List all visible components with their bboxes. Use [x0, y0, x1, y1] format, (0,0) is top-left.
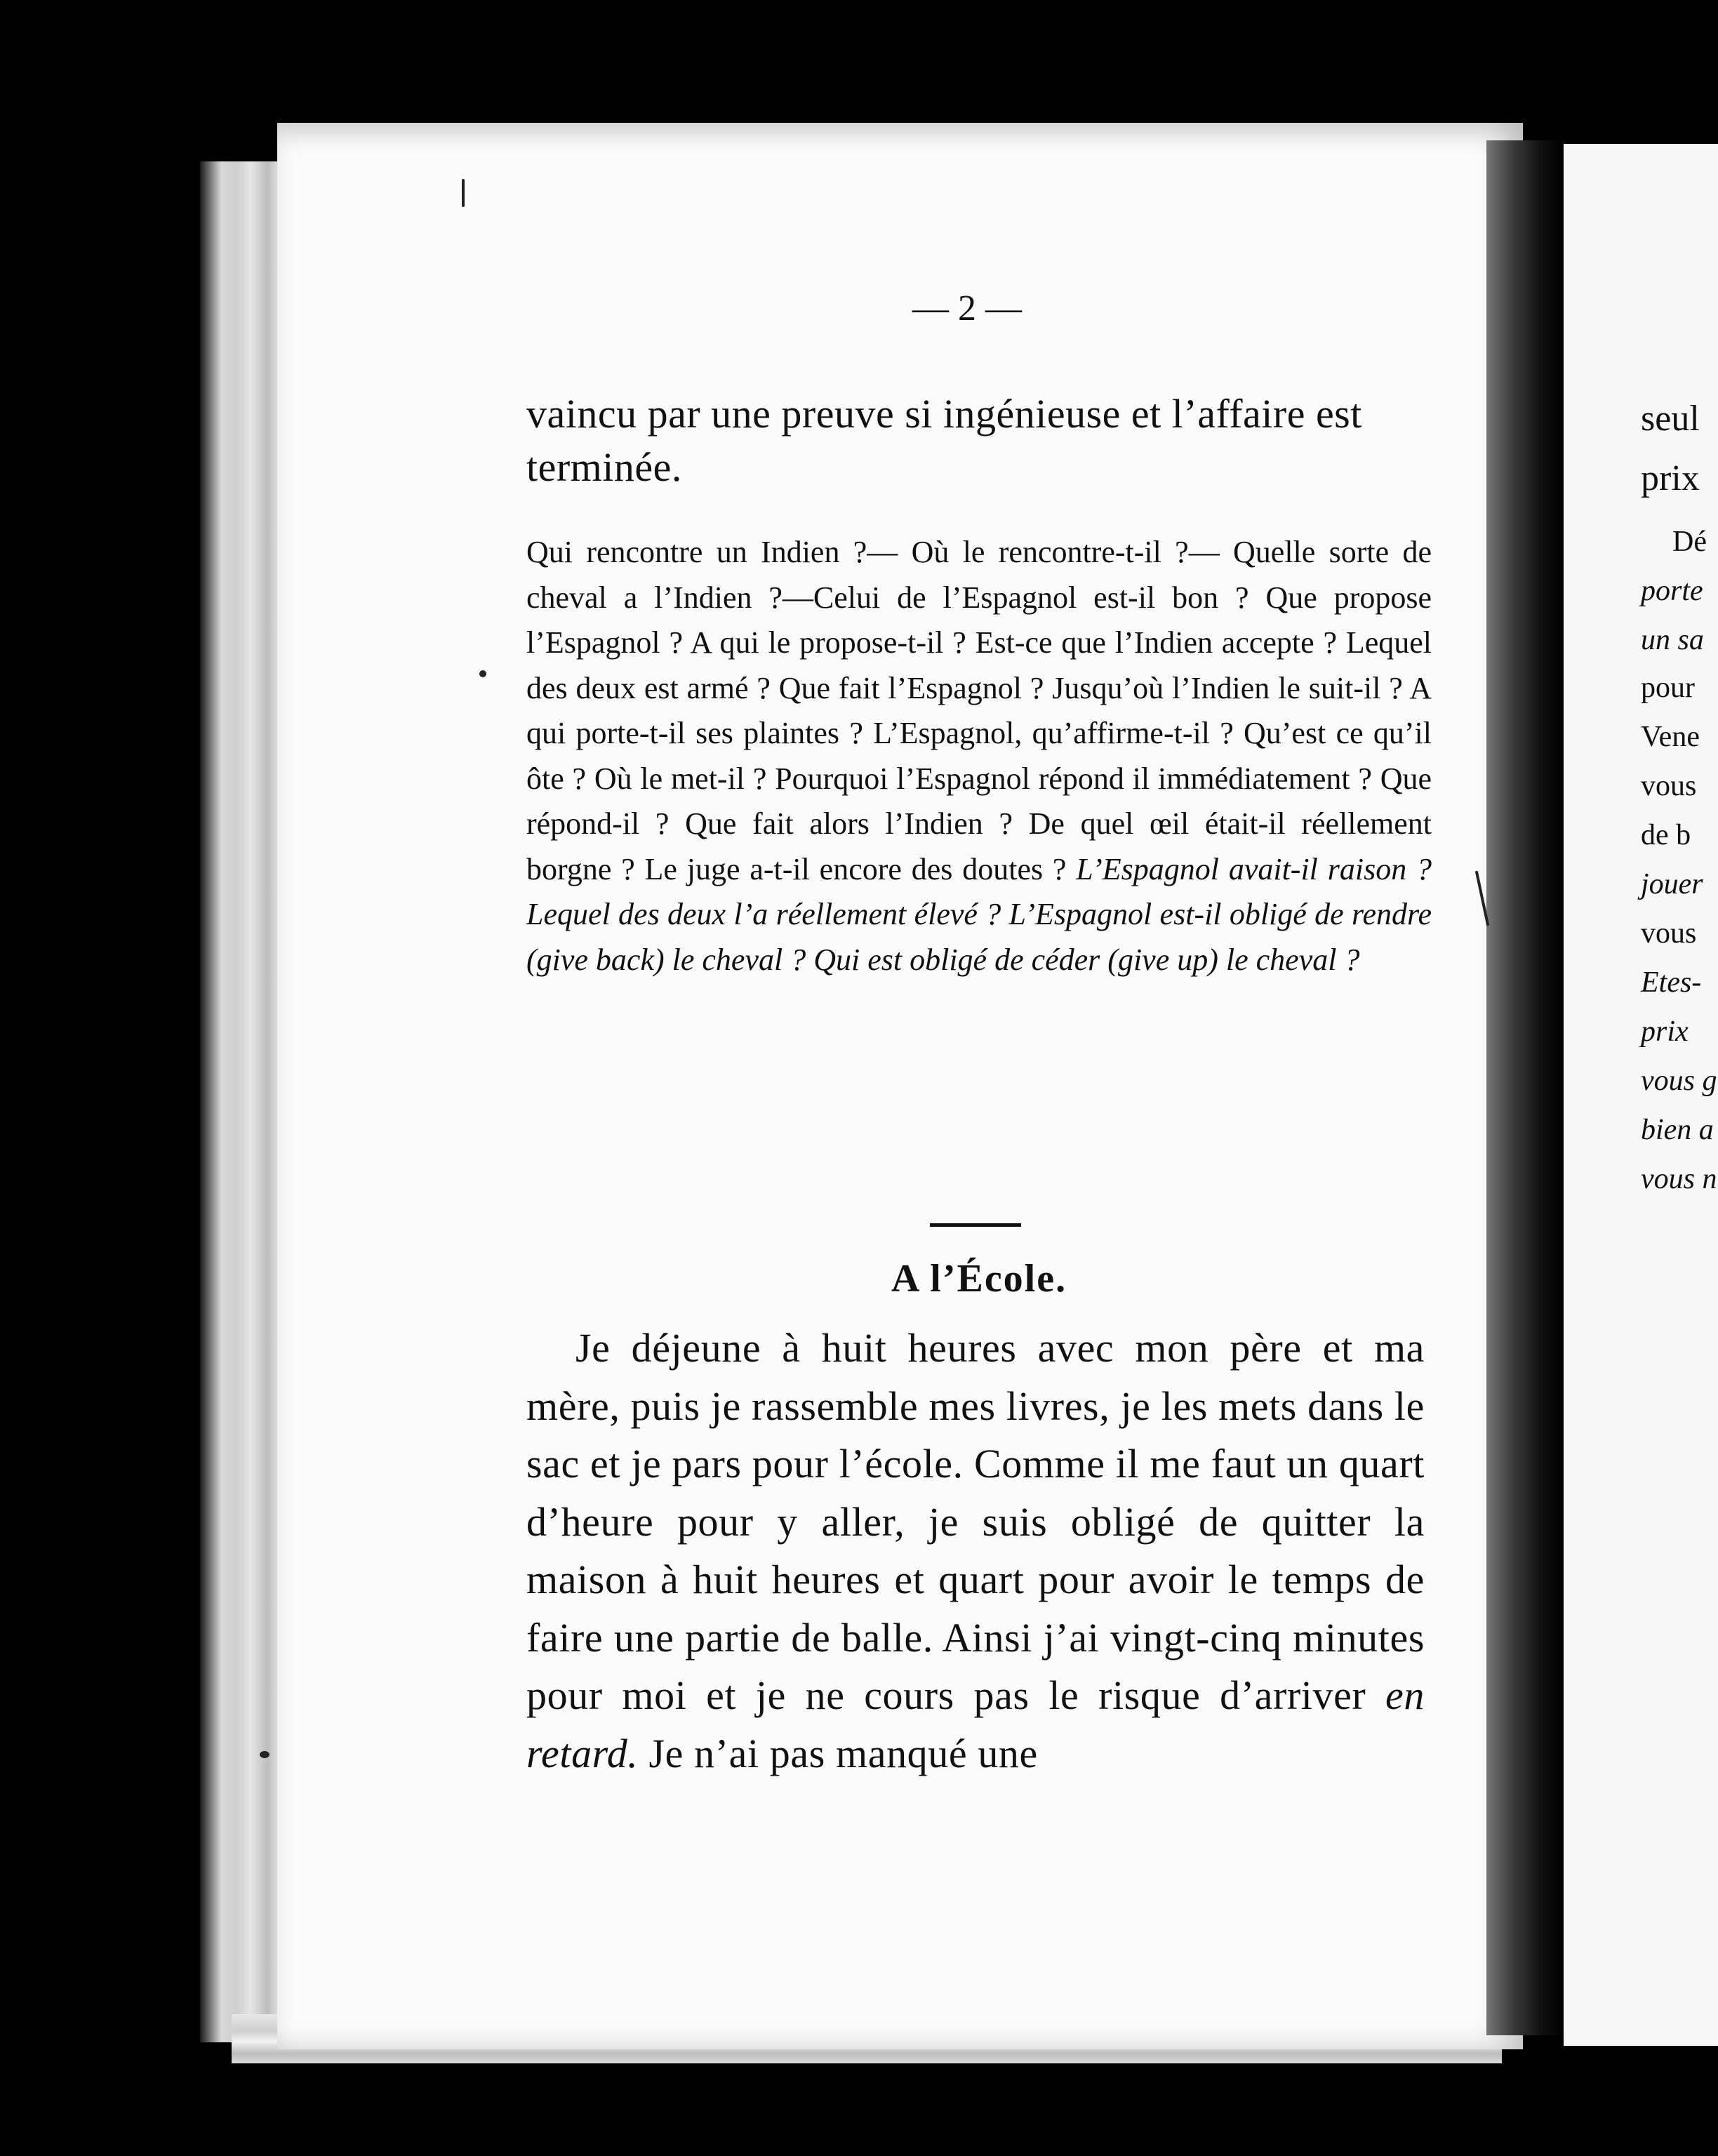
right-page-line: Etes-	[1641, 966, 1702, 999]
continuation-paragraph: vaincu par une preuve si ingénieuse et l’affaire est terminée.	[526, 391, 1362, 490]
page-number: — 2 —	[912, 288, 1022, 328]
body-text-part: Je n’ai pas manqué une	[648, 1730, 1038, 1776]
right-page-line: vous	[1641, 917, 1697, 950]
body-text-italic: en retard.	[526, 1672, 1425, 1776]
page-stack-edge	[200, 161, 284, 2042]
right-page-line: seul	[1641, 399, 1700, 439]
questions-italic: L’Espagnol avait-il raison ? Lequel des deux l’a réellement élevé ? L’Espagnol est-il obligé de rendre (give back) le cheval ? Qui est obligé de céder (give up) le cheval ?	[526, 851, 1432, 977]
body-text-part: Je déjeune à huit heures avec mon père et ma mère, puis je rassemble mes livres, je les mets dans le sac et je pars pour l’école. Comme il me faut un quart d’heure pour y aller, je suis obligé de quitter la maison à huit heures et quart pour avoir le temps de faire une partie de balle. Ainsi j’ai vingt-cinq minutes pour moi et je ne cours pas le risque d’arriver	[526, 1325, 1425, 1718]
right-page-line: prix	[1641, 1016, 1689, 1048]
right-page-line: vous	[1641, 770, 1697, 802]
right-page-line: de b	[1641, 819, 1691, 851]
questions-regular: Qui rencontre un Indien ?— Où le rencontre-t-il ?— Quelle sorte de cheval a l’Indien ?—Celui de l’Espagnol est-il bon ? Que propose l’Espagnol ? A qui le propose-t-il ? Est-ce que l’Indien accepte ? Lequel des deux est armé ? Que fait l’Espagnol ? Jusqu’où l’Indien le suit-il ? A qui porte-t-il ses plaintes ? L’Espagnol, qu’affirme-t-il ? Qu’est ce qu’il ôte ? Où le met-il ? Pourquoi l’Espagnol répond il immédiatement ? Que répond-il ? Que fait alors l’Indien ? De quel œil était-il réellement borgne ? Le juge a-t-il encore des doutes ?	[526, 535, 1432, 886]
scan-speck	[479, 670, 486, 677]
right-page-line: porte	[1641, 575, 1703, 607]
school-paragraph	[526, 1319, 1425, 1783]
right-page-line: jouer	[1641, 868, 1703, 900]
right-page-line: vous g	[1641, 1065, 1717, 1097]
right-page-line: bien a	[1641, 1114, 1714, 1146]
right-page-cropped	[1564, 144, 1718, 2046]
scan-speck	[260, 1751, 269, 1758]
section-title: A l’École.	[891, 1257, 1067, 1300]
book-gutter	[1486, 140, 1564, 2035]
scan-speck	[462, 179, 465, 207]
right-page-line: un sa	[1641, 624, 1704, 656]
right-page-line: pour	[1641, 672, 1695, 704]
right-page-line: prix	[1641, 458, 1700, 498]
right-page-line: Dé	[1672, 526, 1707, 558]
section-divider	[930, 1223, 1021, 1227]
right-page-line: vous n	[1641, 1163, 1717, 1195]
right-page-line: Vene	[1641, 721, 1700, 753]
comprehension-questions	[526, 530, 1432, 983]
